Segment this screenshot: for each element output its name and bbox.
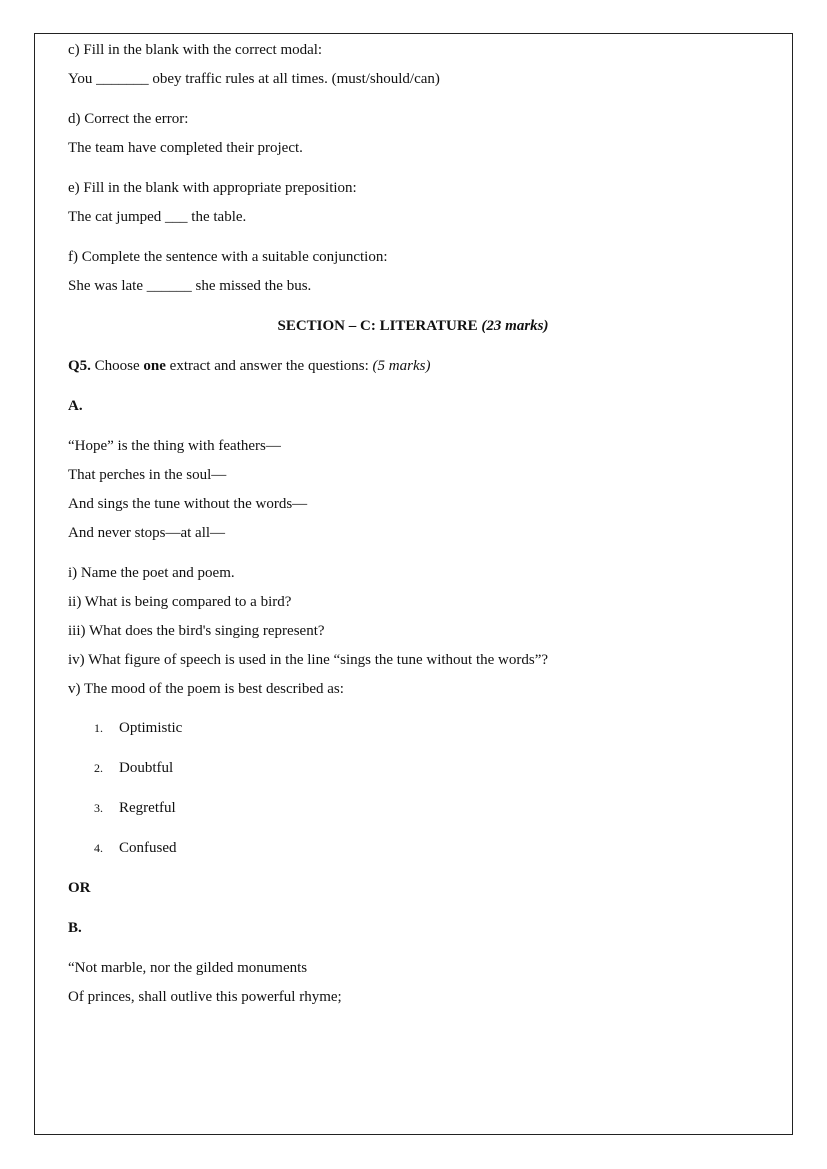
extract-a-question: iii) What does the bird's singing represent? [68,623,325,639]
q5-text-before: Choose [94,358,140,374]
question-e-sentence: The cat jumped ___ the table. [68,209,247,225]
option-item [68,834,758,863]
section-marks: (23 marks) [481,318,549,334]
option-number: 4. [94,841,103,855]
question-e-prompt: e) Fill in the blank with appropriate preposition: [68,180,357,196]
question-c-sentence: You _______ obey traffic rules at all times. (must/should/can) [68,71,440,87]
option-number: 1. [94,721,103,735]
option-text: Confused [119,840,177,856]
question-d-prompt: d) Correct the error: [68,111,189,127]
section-c-heading [68,312,758,341]
question-f-prompt: f) Complete the sentence with a suitable conjunction: [68,249,388,265]
extract-b-label: B. [68,920,82,936]
option-text: Doubtful [119,760,174,776]
or-label: OR [68,880,91,896]
q5-number: Q5. [68,358,91,374]
option-number: 3. [94,801,103,815]
option-number: 2. [94,761,103,775]
poem-a-line: “Hope” is the thing with feathers— [68,438,281,454]
extract-a-question: v) The mood of the poem is best described as: [68,681,344,697]
q5-text-bold: one [143,358,166,374]
poem-a-line: And never stops—at all— [68,525,226,541]
question-d-sentence: The team have completed their project. [68,140,303,156]
q5-instruction [68,352,758,381]
poem-b-line: Of princes, shall outlive this powerful rhyme; [68,989,342,1005]
extract-a-label: A. [68,398,83,414]
poem-b-line: “Not marble, nor the gilded monuments [68,960,308,976]
option-item [68,794,758,823]
question-c-prompt: c) Fill in the blank with the correct modal: [68,42,323,58]
poem-a-line: That perches in the soul— [68,467,227,483]
question-f-sentence: She was late ______ she missed the bus. [68,278,312,294]
q5-marks: (5 marks) [372,358,431,374]
poem-a-line: And sings the tune without the words— [68,496,308,512]
exam-page-content [68,36,758,1012]
extract-a-question: i) Name the poet and poem. [68,565,235,581]
option-item [68,754,758,783]
option-text: Optimistic [119,720,183,736]
section-title: SECTION – C: LITERATURE [277,318,478,334]
option-item [68,714,758,743]
option-text: Regretful [119,800,176,816]
extract-a-question: ii) What is being compared to a bird? [68,594,292,610]
q5-text-after: extract and answer the questions: [169,358,369,374]
extract-a-question: iv) What figure of speech is used in the line “sings the tune without the words”? [68,652,549,668]
